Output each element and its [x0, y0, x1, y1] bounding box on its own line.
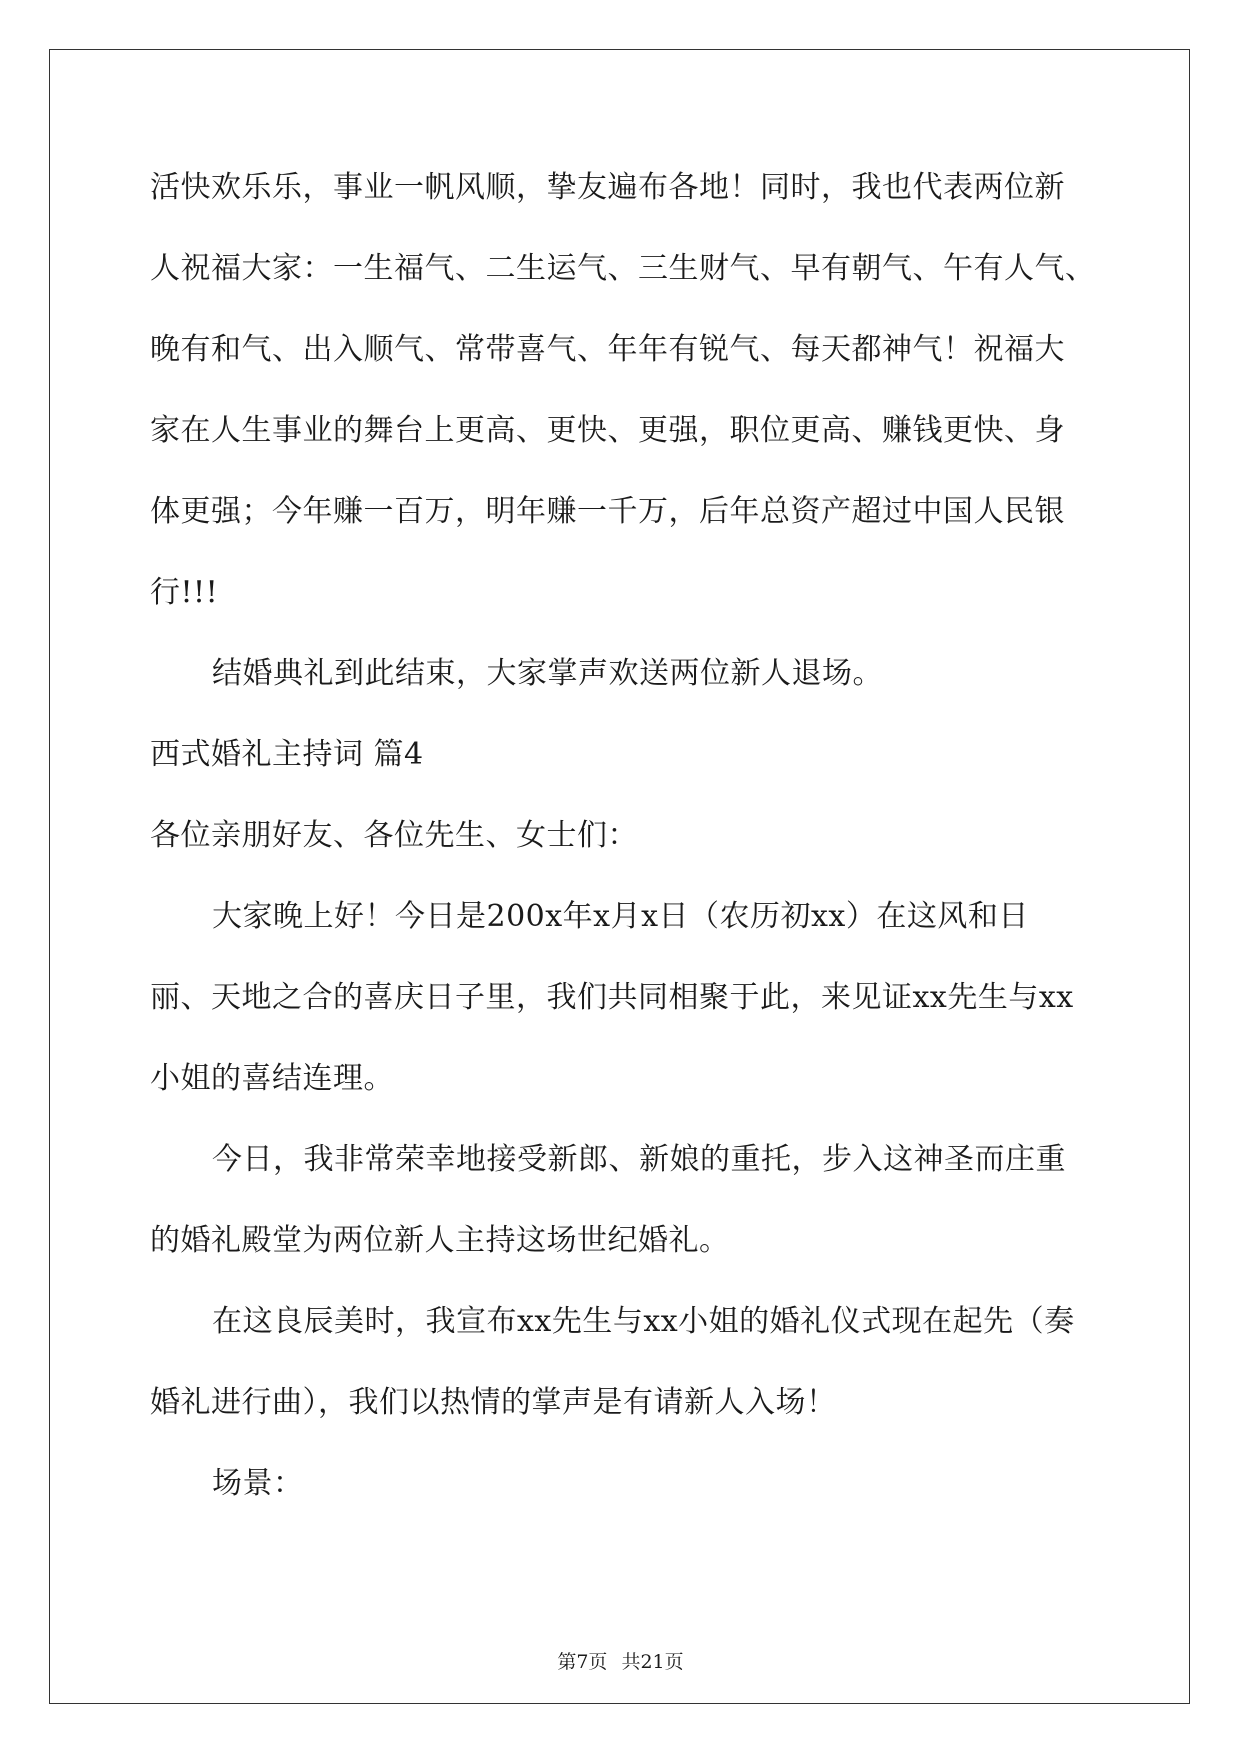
page-footer	[0, 1650, 1241, 1674]
text-line: 的婚礼殿堂为两位新人主持这场世纪婚礼。	[150, 1223, 730, 1258]
text-line: 体更强；今年赚一百万，明年赚一千万，后年总资产超过中国人民银	[150, 494, 1065, 529]
page-number: 第7页	[557, 1651, 608, 1673]
text-line: 行!!!	[150, 575, 219, 610]
text-line: 场景：	[212, 1466, 304, 1501]
section-heading: 西式婚礼主持词 篇4	[150, 737, 424, 772]
page-border	[49, 49, 1190, 1704]
text-line: 晚有和气、出入顺气、常带喜气、年年有锐气、每天都神气！祝福大	[150, 332, 1065, 367]
text-line: 小姐的喜结连理。	[150, 1061, 394, 1096]
page-total: 共21页	[621, 1651, 684, 1673]
text-line: 在这良辰美时，我宣布xx先生与xx小姐的婚礼仪式现在起先（奏	[212, 1304, 1075, 1339]
text-line: 结婚典礼到此结束，大家掌声欢送两位新人退场。	[212, 656, 883, 691]
text-line: 婚礼进行曲），我们以热情的掌声是有请新人入场！	[150, 1385, 837, 1420]
text-line: 家在人生事业的舞台上更高、更快、更强，职位更高、赚钱更快、身	[150, 413, 1065, 448]
text-line: 今日，我非常荣幸地接受新郎、新娘的重托，步入这神圣而庄重	[212, 1142, 1066, 1177]
text-line: 各位亲朋好友、各位先生、女士们：	[150, 818, 638, 853]
text-line: 活快欢乐乐，事业一帆风顺，挚友遍布各地！同时，我也代表两位新	[150, 170, 1065, 205]
text-line: 人祝福大家：一生福气、二生运气、三生财气、早有朝气、午有人气、	[150, 251, 1096, 286]
text-line: 大家晚上好！今日是200x年x月x日（农历初xx）在这风和日	[212, 899, 1029, 934]
text-line: 丽、天地之合的喜庆日子里，我们共同相聚于此，来见证xx先生与xx	[150, 980, 1074, 1015]
